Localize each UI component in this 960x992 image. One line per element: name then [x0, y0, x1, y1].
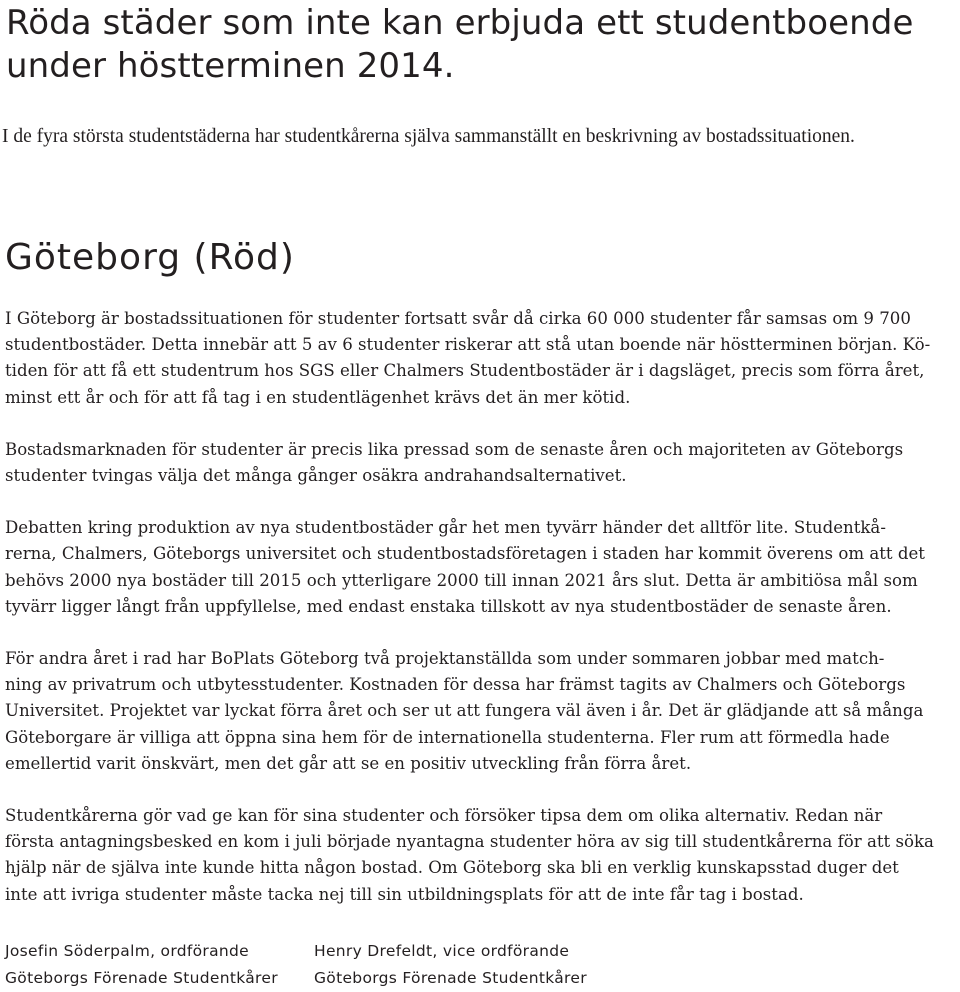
text-line: Studentkårerna gör vad ge kan för sina studenter och försöker tipsa dem om olika alternativ. Redan när — [5, 806, 883, 826]
signature — [5, 938, 278, 992]
text-line: tyvärr ligger långt från uppfyllelse, med endast enstaka tillskott av nya studentbostäder de senaste åren. — [5, 596, 892, 616]
text-line: hjälp när de själva inte kunde hitta någon bostad. Om Göteborg ska bli en verklig kunskapsstad duger det — [5, 858, 899, 878]
section-body — [5, 306, 935, 934]
intro-text: I de fyra största studentstäderna har studentkårerna själva sammanställt en beskrivning av bostadssituationen. — [2, 126, 855, 147]
text-line: Debatten kring produktion av nya studentbostäder går het men tyvärr händer det alltför lite. Studentkå- — [5, 518, 886, 538]
text-line: Bostadsmarknaden för studenter är precis lika pressad som de senaste åren och majoriteten av Göteborgs — [5, 439, 904, 459]
paragraph — [5, 646, 935, 777]
document-title-line: under höstterminen 2014. — [6, 46, 455, 86]
document-title — [6, 2, 956, 88]
text-line: rerna, Chalmers, Göteborgs universitet och studentbostadsföretagen i staden har kommit överens om att det — [5, 544, 925, 564]
signature-block — [5, 938, 955, 992]
text-line: Göteborgare är villiga att öppna sina hem för de internationella studenterna. Fler rum att förmedla hade — [5, 727, 890, 747]
text-line: studenter tvingas välja det många gånger osäkra andrahandsalternativet. — [5, 466, 627, 486]
text-line: ning av privatrum och utbytesstudenter. Kostnaden för dessa har främst tagits av Chalmers och Göteborgs — [5, 675, 906, 695]
text-line: emellertid varit önskvärt, men det går att se en positiv utveckling från förra året. — [5, 753, 692, 773]
signature-name: Josefin Söderpalm, ordförande — [5, 942, 249, 960]
text-line: tiden för att få ett studentrum hos SGS eller Chalmers Studentbostäder är i dagsläget, precis som förra året, — [5, 361, 925, 381]
signature-organization: Göteborgs Förenade Studentkårer — [5, 969, 278, 987]
text-line: inte att ivriga studenter måste tacka nej till sin utbildningsplats för att de inte får tag i bostad. — [5, 884, 804, 904]
section-heading: Göteborg (Röd) — [5, 237, 295, 278]
text-line: första antagningsbesked en kom i juli började nyantagna studenter höra av sig till studentkårerna för att söka — [5, 832, 934, 852]
text-line: Universitet. Projektet var lyckat förra året och ser ut att fungera väl även i år. Det är glädjande att så många — [5, 701, 924, 721]
paragraph — [5, 803, 935, 908]
signature-name: Henry Drefeldt, vice ordförande — [314, 942, 570, 960]
signature — [314, 938, 587, 992]
text-line: För andra året i rad har BoPlats Göteborg två projektanställda som under sommaren jobbar med match- — [5, 649, 885, 669]
document-title-line: Röda städer som inte kan erbjuda ett studentboende — [6, 3, 914, 43]
paragraph — [5, 437, 935, 489]
paragraph — [5, 515, 935, 620]
paragraph — [5, 306, 935, 411]
text-line: studentbostäder. Detta innebär att 5 av 6 studenter riskerar att stå utan boende när höstterminen början. Kö- — [5, 335, 931, 355]
text-line: minst ett år och för att få tag i en studentlägenhet krävs det än mer kötid. — [5, 387, 631, 407]
text-line: behövs 2000 nya bostäder till 2015 och ytterligare 2000 till innan 2021 års slut. Detta är ambitiösa mål som — [5, 570, 918, 590]
signature-organization: Göteborgs Förenade Studentkårer — [314, 969, 587, 987]
text-line: I Göteborg är bostadssituationen för studenter fortsatt svår då cirka 60 000 studenter får samsas om 9 700 — [5, 309, 911, 328]
